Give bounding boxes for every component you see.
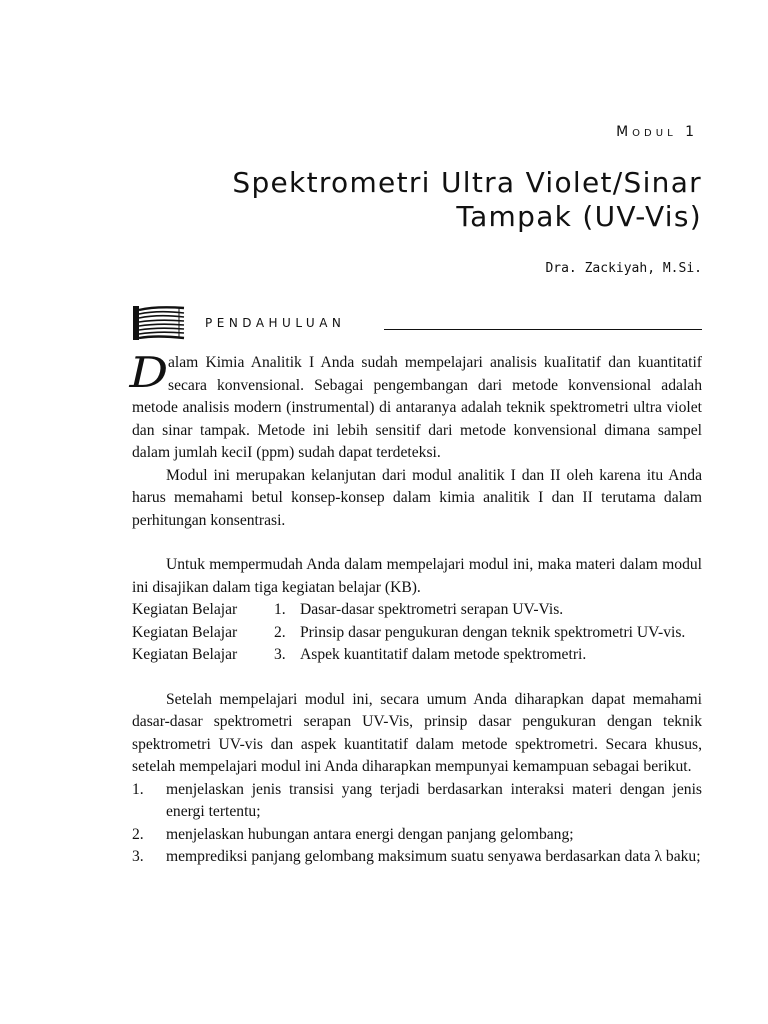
drop-cap: D: [129, 348, 169, 397]
author-name: Dra. Zackiyah, M.Si.: [545, 261, 702, 276]
heading-rule: [384, 329, 702, 330]
kegiatan-label: Kegiatan Belajar: [132, 601, 238, 618]
kegiatan-number: 1.: [274, 601, 286, 618]
objective-text: memprediksi panjang gelombang maksimum suatu senyawa berdasarkan data λ baku;: [166, 848, 701, 865]
objective-item: [132, 824, 702, 847]
kegiatan-number: 2.: [274, 623, 286, 641]
kegiatan-label: Kegiatan Belajar: [132, 623, 238, 641]
paragraph-intro: [129, 348, 702, 465]
objective-number: 3.: [132, 848, 144, 865]
body-text: [129, 348, 702, 869]
kegiatan-text: Aspek kuantitatif dalam metode spektrometri.: [300, 646, 587, 663]
kegiatan-text: Prinsip dasar pengukuran dengan teknik spektrometri UV-vis.: [300, 623, 686, 641]
spacer: [132, 532, 702, 554]
kegiatan-row: [132, 622, 702, 645]
paragraph-intro-text: alam Kimia Analitik I Anda sudah mempelajari analisis kuaIitatif dan kuantitatif secara konvensional. Sebagai pengembangan dari metode konvensional adalah metode analisis modern (instrumental) di antaranya adalah teknik spektrometri ultra violet dan sinar tampak. Metode ini lebih sensitif dari metode konvensional dimana sampel dalam jumlah keciI (ppm) sudah dapat terdeteksi.: [132, 354, 702, 461]
paragraph-4: Setelah mempelajari modul ini, secara umum Anda diharapkan dapat memahami dasar-dasar spektrometri serapan UV-Vis, prinsip dasar pengukuran dengan teknik spektrometri UV-vis dan aspek kuantitatif dalam metode spektrometri. Secara khusus, setelah mempelajari modul ini Anda diharapkan mempunyai kemampuan sebagai berikut.: [132, 690, 702, 775]
kegiatan-row: [132, 644, 702, 667]
title-line-2: Tampak (UV-Vis): [456, 200, 702, 233]
spacer: [132, 667, 702, 689]
title-line-1: Spektrometri Ultra Violet/Sinar: [232, 166, 702, 199]
module-label: Modul 1: [616, 124, 698, 140]
paragraph-2: Modul ini merupakan kelanjutan dari modul analitik I dan II oleh karena itu Anda harus memahami betul konsep-konsep dalam kimia analitik I dan II terutama dalam perhitungan konsentrasi.: [132, 466, 702, 529]
module-title: [142, 166, 702, 234]
objective-text: menjelaskan jenis transisi yang terjadi berdasarkan interaksi materi dengan jenis energi tertentu;: [166, 780, 702, 820]
paragraph-3: Untuk mempermudah Anda dalam mempelajari modul ini, maka materi dalam modul ini disajikan dalam tiga kegiatan belajar (KB).: [132, 556, 702, 596]
section-heading: PENDAHULUAN: [205, 316, 346, 330]
book-pages-icon: [132, 304, 186, 342]
objective-number: 2.: [132, 825, 144, 843]
objective-text: menjelaskan hubungan antara energi dengan panjang gelombang;: [166, 825, 574, 843]
kegiatan-text: Dasar-dasar spektrometri serapan UV-Vis.: [300, 601, 564, 618]
objective-number: 1.: [132, 780, 144, 798]
objective-item: [132, 779, 702, 824]
kegiatan-number: 3.: [274, 646, 286, 663]
kegiatan-row: [132, 599, 702, 622]
objective-item: [132, 846, 702, 869]
kegiatan-label: Kegiatan Belajar: [132, 646, 238, 663]
